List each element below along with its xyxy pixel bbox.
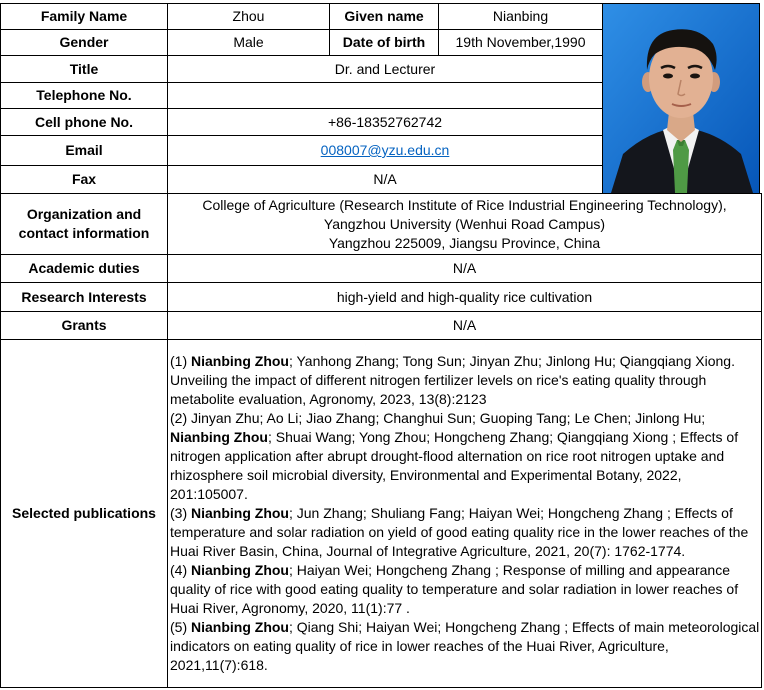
publications-label: Selected publications: [0, 339, 168, 688]
publications-list: [167, 339, 762, 688]
given-name-label: Given name: [329, 3, 439, 30]
organization-line2: Yangzhou University (Wenhui Road Campus): [323, 215, 606, 232]
profile-photo: [602, 3, 760, 194]
publication-item: (3) Nianbing Zhou; Jun Zhang; Shuliang Fang; Haiyan Wei; Hongcheng Zhang ; Effects of temperature and solar radiation on yield of good eating quality rice in the lower reaches of the Huai River Basin, China, Journal of Integrative Agriculture, 2021, 20(7): 1762-1774.: [170, 505, 749, 559]
family-name-label: Family Name: [0, 3, 168, 30]
gender-label: Gender: [0, 29, 168, 56]
family-name-value: Zhou: [167, 3, 330, 30]
publication-item: (2) Jinyan Zhu; Ao Li; Jiao Zhang; Changhui Sun; Guoping Tang; Le Chen; Jinlong Hu; Nianbing Zhou; Shuai Wang; Yong Zhou; Hongcheng Zhang; Qiangqiang Xiong ; Effects of nitrogen application after abrupt drought-flood alternation on rice root nitrogen uptake and rhizosphere soil microbial diversity, Environmental and Experimental Botany, 2022, 201:105007.: [170, 410, 739, 502]
academic-duties-value: N/A: [167, 254, 762, 283]
email-label: Email: [0, 135, 168, 166]
organization-value: [167, 193, 762, 255]
telephone-label: Telephone No.: [0, 82, 168, 109]
organization-line3: Yangzhou 225009, Jiangsu Province, China: [328, 234, 601, 251]
organization-label: [0, 193, 168, 255]
research-interests-value: high-yield and high-quality rice cultivation: [167, 282, 762, 312]
publication-item: (1) Nianbing Zhou; Yanhong Zhang; Tong Sun; Jinyan Zhu; Jinlong Hu; Qiangqiang Xiong. Unveiling the impact of different nitrogen fertilizer levels on rice's eating quality through metabolite evaluation, Agronomy, 2023, 13(8):2123: [170, 353, 735, 407]
email-cell: [167, 135, 603, 166]
given-name-value: Nianbing: [438, 3, 603, 30]
publication-item: (4) Nianbing Zhou; Haiyan Wei; Hongcheng Zhang ; Response of milling and appearance quality of rice with good eating quality to temperature and solar radiation in lower reaches of Huai River, Agronomy, 2020, 11(1):77 .: [170, 562, 739, 616]
research-interests-label: Research Interests: [0, 282, 168, 312]
title-label: Title: [0, 55, 168, 83]
grants-label: Grants: [0, 311, 168, 340]
academic-duties-label: Academic duties: [0, 254, 168, 283]
fax-label: Fax: [0, 165, 168, 194]
telephone-value: [167, 82, 603, 109]
portrait-image: [603, 4, 759, 193]
gender-value: Male: [167, 29, 330, 56]
organization-label-line2: contact information: [18, 225, 150, 241]
publication-item: (5) Nianbing Zhou; Qiang Shi; Haiyan Wei; Hongcheng Zhang ; Effects of main meteorological indicators on eating quality of rice in lower reaches of the Huai River, Agriculture, 2021,11(7):618.: [170, 619, 760, 673]
organization-label-line1: Organization and: [26, 206, 142, 222]
grants-value: N/A: [167, 311, 762, 340]
cell-phone-label: Cell phone No.: [0, 108, 168, 136]
fax-value: N/A: [167, 165, 603, 194]
cell-phone-value: +86-18352762742: [167, 108, 603, 136]
organization-line1: College of Agriculture (Research Institute of Rice Industrial Engineering Technology),: [202, 196, 727, 213]
dob-value: 19th November,1990: [438, 29, 603, 56]
dob-label: Date of birth: [329, 29, 439, 56]
title-value: Dr. and Lecturer: [167, 55, 603, 83]
email-link[interactable]: 008007@yzu.edu.cn: [320, 142, 450, 158]
